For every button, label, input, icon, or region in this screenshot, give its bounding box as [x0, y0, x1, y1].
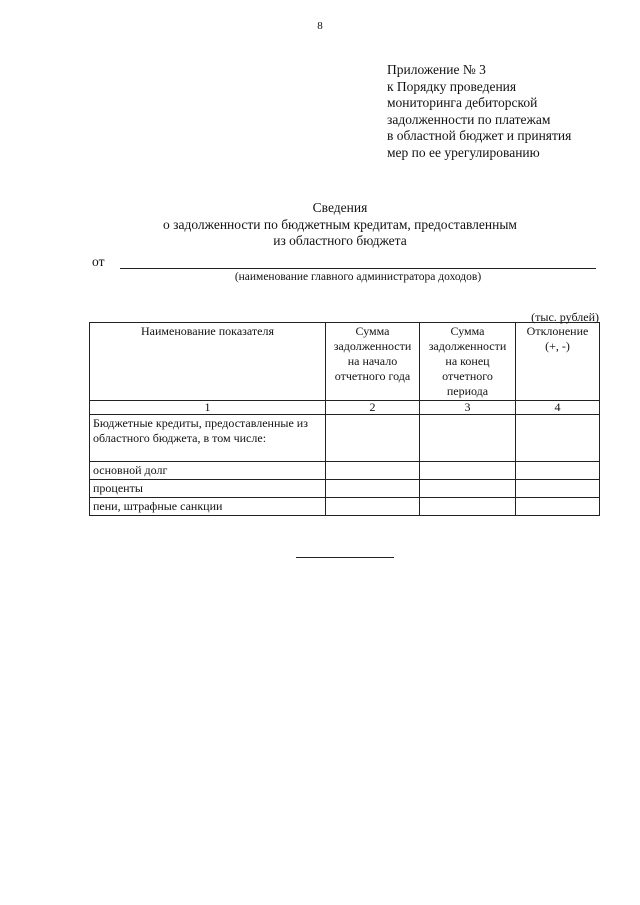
- cell-empty: [326, 462, 420, 480]
- cell-empty: [326, 415, 420, 462]
- table-row: [90, 498, 600, 516]
- column-number: 4: [516, 401, 600, 415]
- appendix-line: к Порядку проведения: [387, 78, 517, 94]
- column-number: 3: [420, 401, 516, 415]
- table-header-row: [90, 323, 600, 401]
- cell-empty: [420, 462, 516, 480]
- cell-empty: [516, 498, 600, 516]
- cell-empty: [516, 462, 600, 480]
- debt-table: [89, 322, 600, 516]
- cell-empty: [326, 498, 420, 516]
- cell-empty: [516, 415, 600, 462]
- cell-empty: [420, 498, 516, 516]
- column-number: 2: [326, 401, 420, 415]
- table-row: [90, 415, 600, 462]
- column-number: 1: [90, 401, 326, 415]
- header-indicator-name: Наименование показателя: [90, 323, 326, 401]
- appendix-line: Приложение № 3: [387, 62, 486, 77]
- heading-line: о задолженности по бюджетным кредитам, предоставленным: [163, 216, 517, 232]
- table-number-row: [90, 401, 600, 415]
- table-row: [90, 462, 600, 480]
- cell-empty: [420, 480, 516, 498]
- heading-line: из областного бюджета: [273, 233, 407, 248]
- appendix-line: мониторинга дебиторской: [387, 95, 538, 110]
- row-label: проценты: [90, 480, 326, 498]
- cell-empty: [326, 480, 420, 498]
- from-fill-line: [120, 268, 596, 269]
- page-number: 8: [317, 20, 323, 32]
- header-deviation: Отклонение (+, -): [516, 323, 600, 401]
- row-label: пени, штрафные санкции: [90, 498, 326, 516]
- appendix-block: [387, 62, 571, 161]
- heading-title: Сведения: [312, 200, 368, 215]
- appendix-line: задолженности по платежам: [387, 111, 551, 127]
- cell-empty: [516, 480, 600, 498]
- document-heading: [0, 200, 640, 250]
- unit-label: (тыс. рублей): [531, 310, 599, 324]
- closing-separator-line: [296, 557, 394, 558]
- row-label: Бюджетные кредиты, предоставленные из областного бюджета, в том числе:: [90, 415, 326, 462]
- header-debt-end: Сумма задолженности на конец отчетного периода: [420, 323, 516, 401]
- appendix-line: мер по ее урегулированию: [387, 144, 540, 160]
- table-row: [90, 480, 600, 498]
- from-label: от: [92, 254, 105, 269]
- cell-empty: [420, 415, 516, 462]
- header-debt-start: Сумма задолженности на начало отчетного года: [326, 323, 420, 401]
- appendix-line: в областной бюджет и принятия: [387, 128, 572, 143]
- row-label: основной долг: [90, 462, 326, 480]
- from-caption: (наименование главного администратора доходов): [234, 271, 482, 283]
